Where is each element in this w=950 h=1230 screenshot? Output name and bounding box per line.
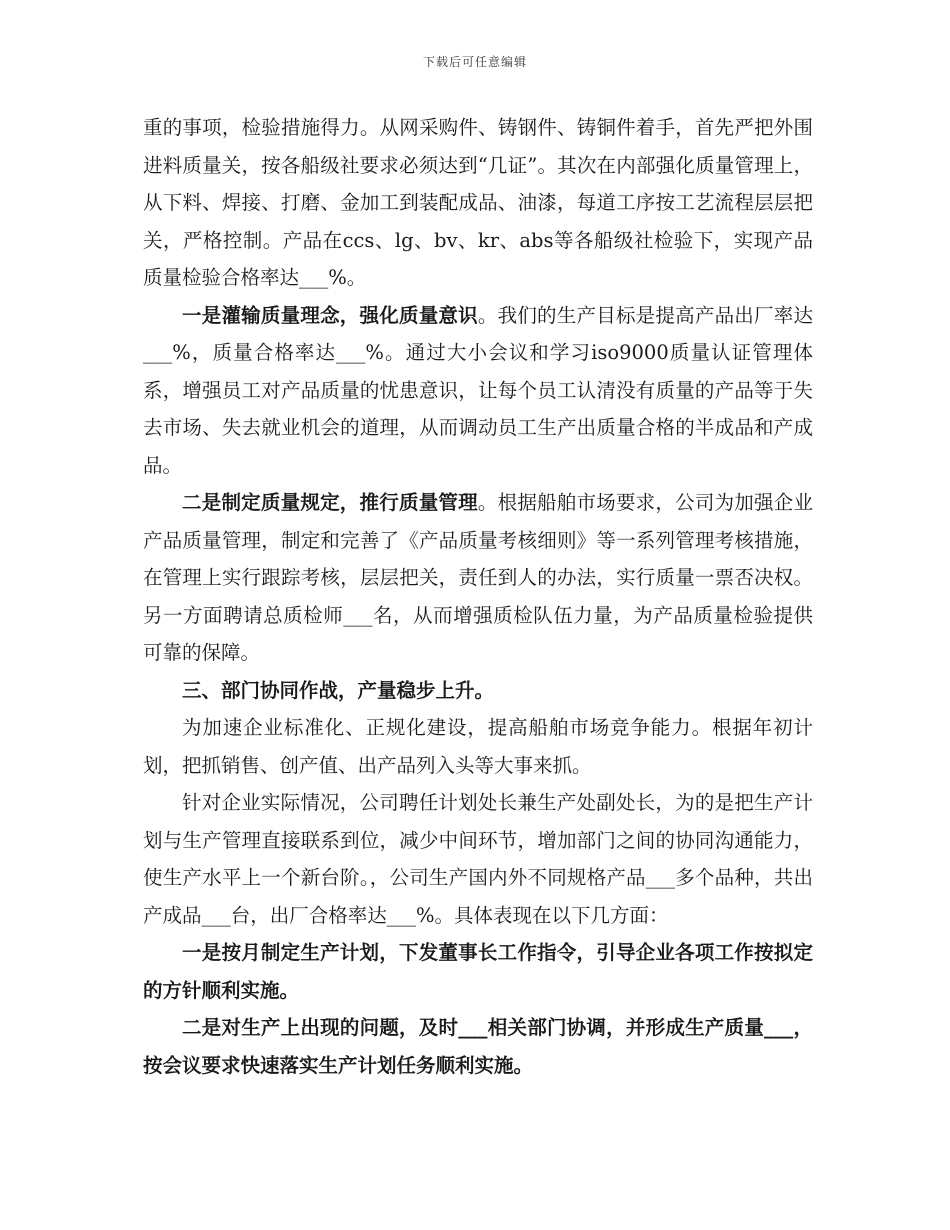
paragraph-problem-handling <box>143 1009 813 1084</box>
document-body <box>143 109 813 1084</box>
paragraph-text: 重的事项，检验措施得力。从网采购件、铸钢件、铸铜件着手，首先严把外围进料质量关，按各船级社要求必须达到“几证”。其次在内部强化质量管理上，从下料、焊接、打磨、金加工到装配成品、油漆，每道工序按工艺流程层层把关，严格控制。产品在ccs、lg、bv、kr、abs等各船级社检验下，实现产品质量检验合格率达___%。 <box>143 116 813 289</box>
paragraph-text: 针对企业实际情况，公司聘任计划处长兼生产处副处长，为的是把生产计划与生产管理直接联系到位，减少中间环节，增加部门之间的协同沟通能力，使生产水平上一个新台阶。，公司生产国内外不同规格产品___多个品种，共出产成品___台，出厂合格率达___%。具体表现在以下几方面： <box>143 791 813 927</box>
paragraph-quality-concept <box>143 297 813 485</box>
paragraph-bold-lead: 二是对生产上出现的问题，及时___相关部门协调，并形成生产质量___，按会议要求快速落实生产计划任务顺利实施。 <box>143 1016 813 1077</box>
paragraph-quality-rules <box>143 484 813 672</box>
paragraph-text: 为加速企业标准化、正规化建设，提高船舶市场竞争能力。根据年初计划，把抓销售、创产值、出产品列入头等大事来抓。 <box>143 716 813 777</box>
paragraph-text: 。我们的生产目标是提高产品出厂率达___%，质量合格率达___%。通过大小会议和学习iso9000质量认证管理体系，增强员工对产品质量的忧患意识，让每个员工认清没有质量的产品等于失去市场、失去就业机会的道理，从而调动员工生产出质量合格的半成品和产成品。 <box>143 303 813 477</box>
page-header: 下载后可任意编辑 <box>422 55 527 69</box>
section-heading <box>143 672 813 710</box>
paragraph-text: 。根据船舶市场要求，公司为加强企业产品质量管理，制定和完善了《产品质量考核细则》等一系列管理考核措施，在管理上实行跟踪考核，层层把关，责任到人的办法，实行质量一票否决权。另一方面聘请总质检师___名，从而增强质检队伍力量，为产品质量检验提供可靠的保障。 <box>143 491 813 664</box>
paragraph-bold-lead: 一是灌输质量理念，强化质量意识 <box>182 303 478 327</box>
paragraph-bold-lead: 一是按月制定生产计划，下发董事长工作指令，引导企业各项工作按拟定的方针顺利实施。 <box>143 941 813 1002</box>
paragraph-bold-lead: 二是制定质量规定，推行质量管理 <box>182 491 478 514</box>
paragraph-continuation <box>143 109 813 297</box>
paragraph-standardization <box>143 709 813 784</box>
paragraph-production-management <box>143 784 813 934</box>
paragraph-monthly-plan <box>143 934 813 1009</box>
section-heading-text: 三、部门协同作战，产量稳步上升。 <box>182 678 495 702</box>
